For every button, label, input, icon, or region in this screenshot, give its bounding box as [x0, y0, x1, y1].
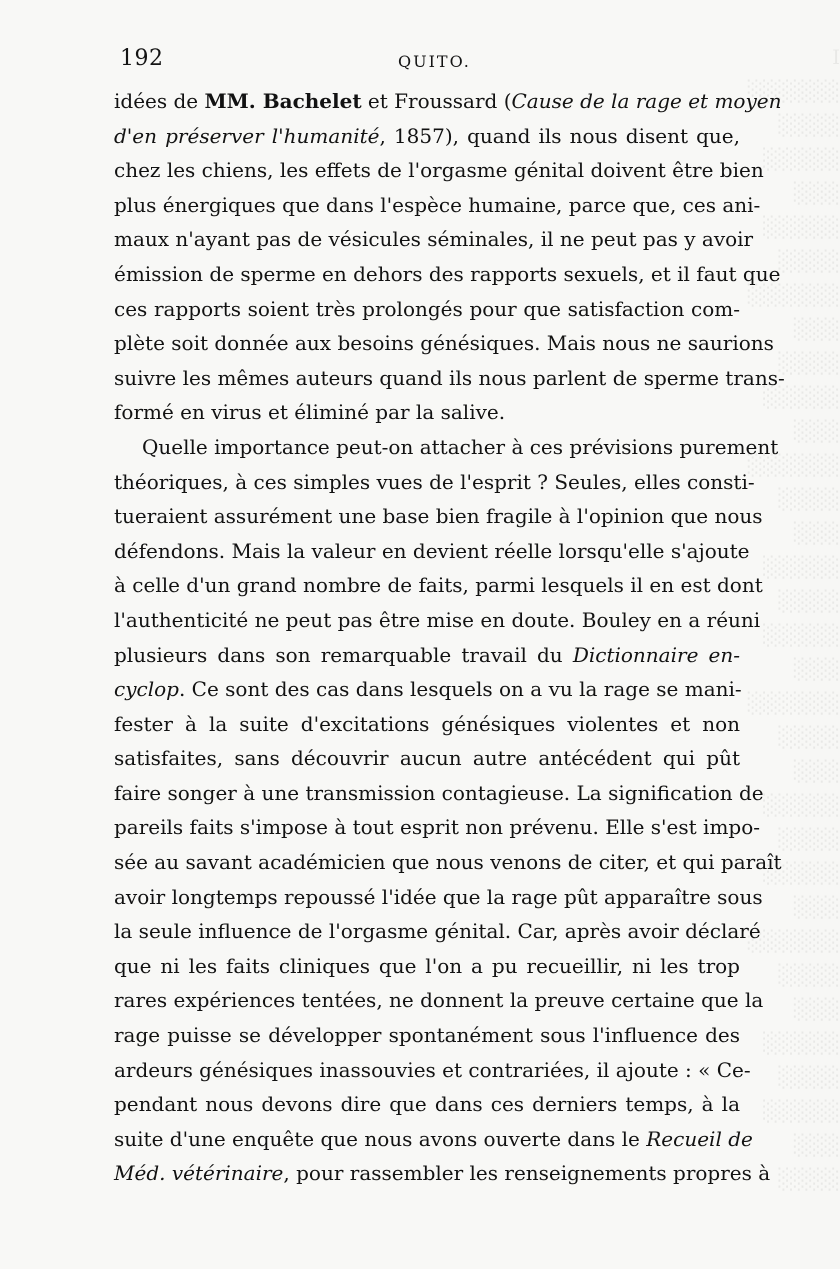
text-line: défendons. Mais la valeur en devient réelle lorsqu'elle s'ajoute: [114, 538, 750, 563]
text-line: théoriques, à ces simples vues de l'esprit ? Seules, elles consti-: [114, 469, 755, 494]
text-line: avoir longtemps repoussé l'idée que la rage pût apparaître sous: [114, 884, 763, 909]
bleed-through-texture: Ⅰ ░░░░░░ ░░░░ ░░░░░ ░░░ ░░░░░ ░░░░ ░░░░░░ ░░░ ░░░░ ░░░░░ ░░░ ░░░░░░ ░░░░ ░░░ ░░░░░ ░░░░ ░░░░░ ░░░ ░░░░░░ ░░░░ ░░░ ░░░░░ ░░░░ ░░░░░ ░░░ ░░░░░░ ░░░░ ░░░ ░░░░░ ░░░░ ░░░░░ ░░░ ░░░░: [747, 45, 840, 1191]
text-line: la seule influence de l'orgasme génital. Car, après avoir déclaré: [114, 919, 761, 944]
text-line: d'en préserver l'humanité, 1857), quand ils nous disent que,: [114, 123, 740, 148]
text-line: pareils faits s'impose à tout esprit non prévenu. Elle s'est impo-: [114, 815, 761, 840]
text-line: fester à la suite d'excitations génésiques violentes et non: [114, 711, 740, 736]
text-line: que ni les faits cliniques que l'on a pu recueillir, ni les trop: [114, 953, 740, 978]
text-line: sée au savant académicien que nous venons de citer, et qui paraît: [114, 850, 782, 875]
text-line: suivre les mêmes auteurs quand ils nous parlent de sperme trans-: [114, 365, 785, 390]
paragraph-1: [114, 84, 785, 430]
text-line: maux n'ayant pas de vésicules séminales, il ne peut pas y avoir: [114, 227, 754, 252]
page-number: 192: [120, 46, 164, 71]
text-line: chez les chiens, les effets de l'orgasme génital doivent être bien: [114, 158, 764, 183]
text-line: pendant nous devons dire que dans ces derniers temps, à la: [114, 1092, 740, 1117]
text-line: Méd. vétérinaire, pour rassembler les renseignements propres à: [114, 1161, 771, 1186]
text-line: ces rapports soient très prolongés pour que satisfaction com-: [114, 296, 740, 321]
text-line: cyclop. Ce sont des cas dans lesquels on a vu la rage se mani-: [114, 677, 742, 702]
text-line: rage puisse se développer spontanément sous l'influence des: [114, 1023, 740, 1048]
body-text: [114, 84, 785, 1191]
text-line: rares expériences tentées, ne donnent la preuve certaine que la: [114, 988, 764, 1013]
text-line: plusieurs dans son remarquable travail du Dictionnaire en-: [114, 642, 740, 667]
text-line: plus énergiques que dans l'espèce humaine, parce que, ces ani-: [114, 192, 761, 217]
text-line: satisfaites, sans découvrir aucun autre antécédent qui pût: [114, 746, 740, 771]
text-line: plète soit donnée aux besoins génésiques. Mais nous ne saurions: [114, 331, 774, 356]
text-line: l'authenticité ne peut pas être mise en doute. Bouley en a réuni: [114, 607, 761, 632]
text-line: ardeurs génésiques inassouvies et contrariées, il ajoute : « Ce-: [114, 1057, 751, 1082]
running-title: QUITO.: [398, 52, 471, 71]
text-line: Quelle importance peut-on attacher à ces prévisions purement: [142, 434, 779, 459]
text-line: tueraient assurément une base bien fragile à l'opinion que nous: [114, 504, 763, 529]
running-head: [110, 46, 750, 76]
text-line: à celle d'un grand nombre de faits, parmi lesquels il en est dont: [114, 573, 763, 598]
text-line: suite d'une enquête que nous avons ouverte dans le Recueil de: [114, 1126, 753, 1151]
paragraph-2: [114, 430, 782, 1191]
text-line: faire songer à une transmission contagieuse. La signification de: [114, 780, 764, 805]
text-line: idées de MM. Bachelet et Froussard (Cause de la rage et moyen: [114, 89, 782, 113]
text-line: formé en virus et éliminé par la salive.: [114, 400, 506, 425]
text-line: émission de sperme en dehors des rapports sexuels, et il faut que: [114, 261, 781, 286]
